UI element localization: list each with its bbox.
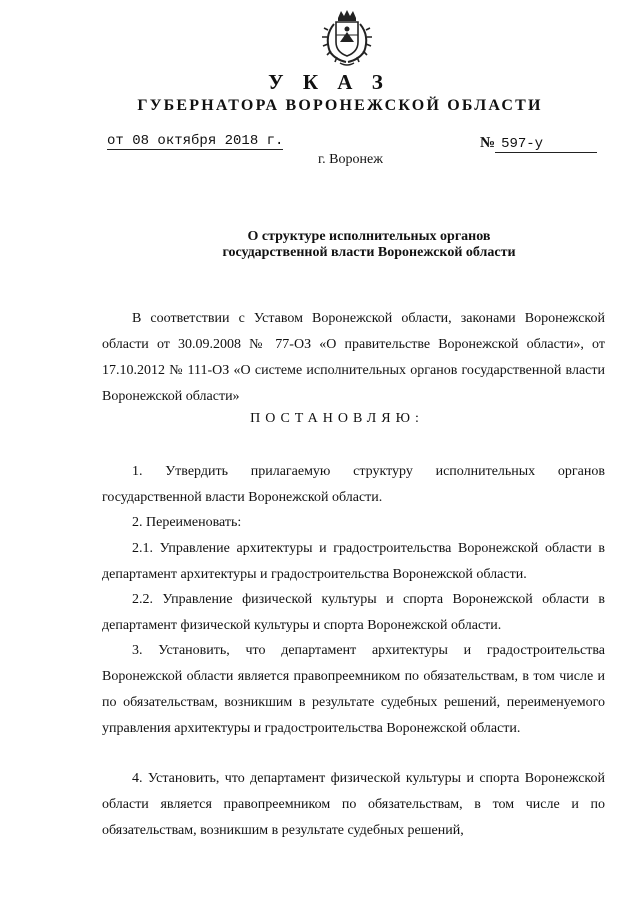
city: г. Воронеж xyxy=(318,152,383,167)
list-item xyxy=(102,766,605,844)
issuer-title: ГУБЕРНАТОРА ВОРОНЕЖСКОЙ ОБЛАСТИ xyxy=(137,97,543,114)
number-sign: № xyxy=(480,135,496,151)
preamble-paragraph xyxy=(102,306,605,410)
subject-line-2: государственной власти Воронежской области xyxy=(222,245,516,260)
list-item xyxy=(102,459,605,511)
coat-of-arms-icon xyxy=(318,8,376,68)
list-item xyxy=(102,587,605,639)
item-1-text: 1. Утвердить прилагаемую структуру исполнительных органов государственной власти Воронежской области. xyxy=(102,464,605,505)
item-3-text: 3. Установить, что департамент архитектуры и градостроительства Воронежской области является правопреемником по обязательствам, в том числе и по обязательствам, возникшим в результате судебных решений, переименуемого управления архитектуры и градостроительства Воронежской области. xyxy=(102,643,605,736)
list-item xyxy=(102,510,605,536)
date-line xyxy=(107,133,283,150)
number-line xyxy=(480,135,604,153)
list-item xyxy=(102,638,605,742)
item-4-text: 4. Установить, что департамент физической культуры и спорта Воронежской области является правопреемником по обязательствам, в том числе и по обязательствам, возникшим в результате судебных решений, xyxy=(102,771,605,838)
document-type-title: У К А З xyxy=(268,70,390,94)
item-2-1-text: 2.1. Управление архитектуры и градостроительства Воронежской области в департамент архитектуры и градостроительства Воронежской области. xyxy=(102,541,605,582)
date-prefix: от xyxy=(107,133,124,149)
item-2-text: 2. Переименовать: xyxy=(132,515,242,530)
item-2-2-text: 2.2. Управление физической культуры и спорта Воронежской области в департамент физической культуры и спорта Воронежской области. xyxy=(102,592,605,633)
document-subject xyxy=(214,229,524,261)
date-value: 08 октября 2018 г. xyxy=(132,133,284,149)
preamble-text: В соответствии с Уставом Воронежской области, законами Воронежской области от 30.09.2008 № 77-ОЗ «О правительстве Воронежской области», от 17.10.2012 № 111-ОЗ «О системе исполнительных органов государственной власти Воронежской области» xyxy=(102,311,605,404)
subject-line-1: О структуре исполнительных органов xyxy=(247,229,491,244)
list-item xyxy=(102,536,605,588)
decree-heading: ПОСТАНОВЛЯЮ: xyxy=(250,411,424,426)
number-value: 597-у xyxy=(495,136,597,153)
